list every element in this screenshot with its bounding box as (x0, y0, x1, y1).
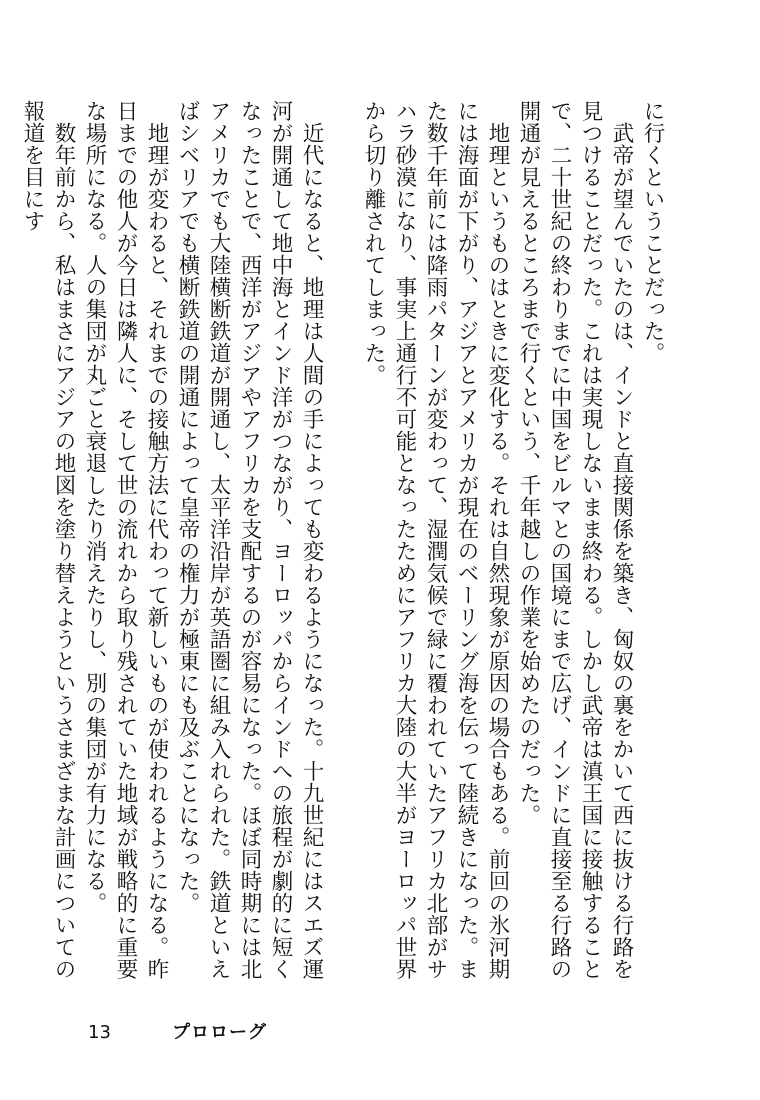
paragraph-new-contacts: 地理が変わると、それまでの接触方法に代わって新しいものが使われるようになる。昨日までの他人が今日は隣人に、そして世の流れから取り残されていた地域が戦略的に重要な場所になる。人の集団が丸ごと衰退したり消えたりし、別の集団が有力になる。 (82, 100, 169, 980)
paragraph-modern-era: 近代になると、地理は人間の手によっても変わるようになった。十九世紀にはスエズ運河が開通して地中海とインド洋がつながり、ヨーロッパからインドへの旅程が劇的に短くなったことで、西洋がアジアやアフリカを支配するのが容易になった。ほぼ同時期には北アメリカでも大陸横断鉄道が開通し、太平洋沿岸が英語圏に組み入れられた。鉄道といえばシベリアでも横断鉄道の開通によって皇帝の権力が極東にも及ぶことになった。 (175, 100, 324, 980)
paragraph-wudi: 武帝が望んでいたのは、インドと直接関係を築き、匈奴の裏をかいて西に抜ける行路を見つけることだった。これは実現しないまま終わる。しかし武帝は滇王国に接触することで、二十世紀の終わりまでに中国をビルマとの国境にまで広げ、インドに直接至る行路の開通が見えるところまで行くという、千年越しの作業を始めたのだった。 (516, 100, 634, 980)
page-number: 13 (88, 1022, 111, 1043)
paragraph-geography-change: 地理というものはときに変化する。それは自然現象が原因の場合もある。前回の氷河期には海面が下がり、アジアとアメリカが現在のベーリング海を伝って陸続きになった。また数千年前には降雨パターンが変わって、湿潤気候で緑に覆われていたアフリカ北部がサハラ砂漠になり、事実上通行不可能となったためにアフリカ大陸の大半がヨーロッパ世界から切り離されてしまった。 (361, 100, 510, 980)
paragraph-recent-years: 数年前から、私はまさにアジアの地図を塗り替えようというさまざまな計画についての報道を目にす (20, 100, 76, 980)
page-footer (0, 1020, 760, 1050)
chapter-title: プロローグ (172, 1022, 267, 1043)
vertical-text-body (0, 100, 668, 980)
paragraph-continuation: に行くということだった。 (640, 100, 665, 364)
